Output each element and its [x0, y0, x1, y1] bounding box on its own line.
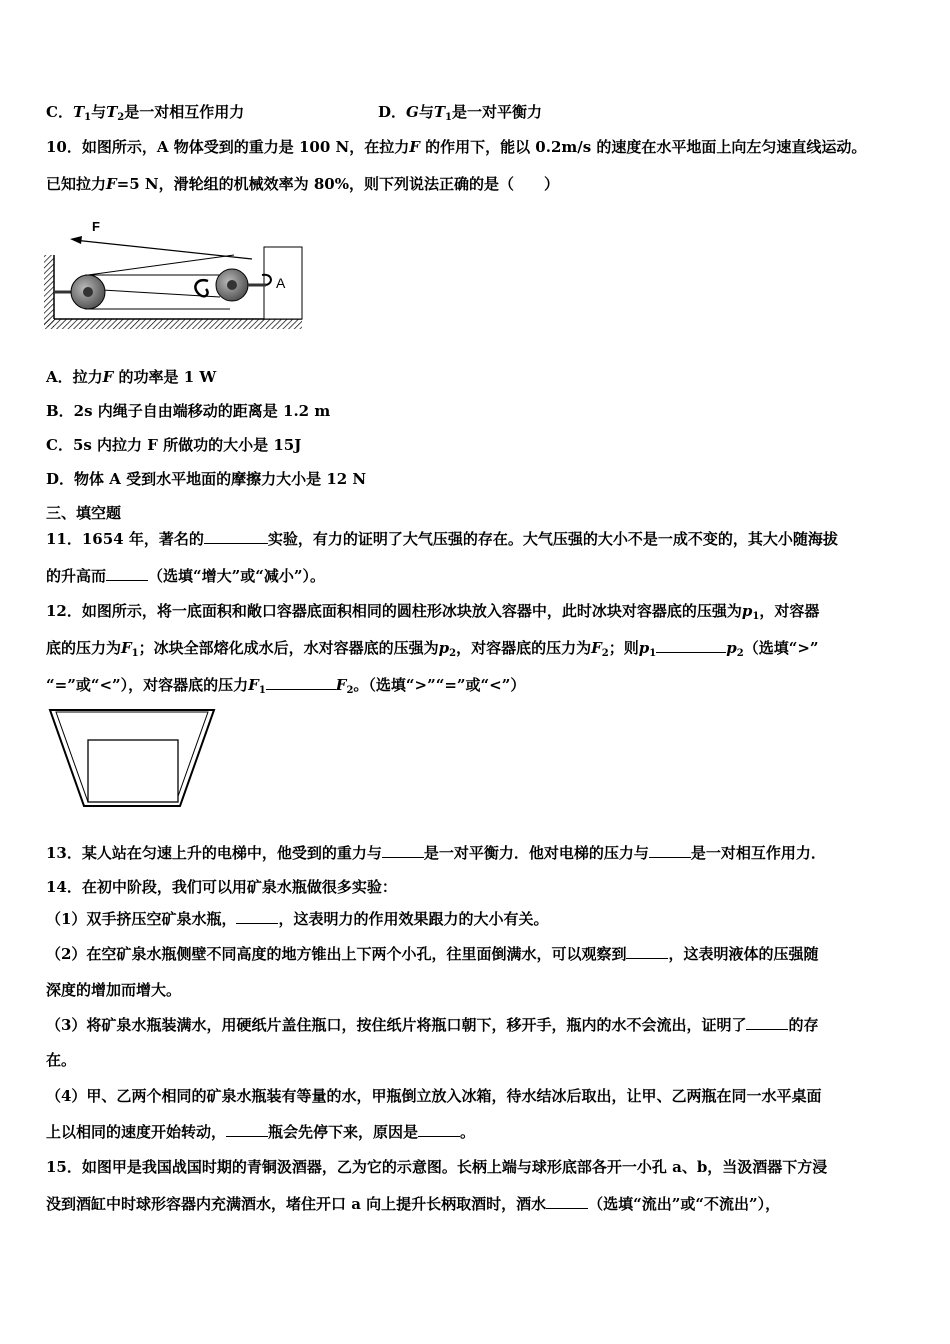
q14-part3-line1: （3）将矿泉水瓶装满水，用硬纸片盖住瓶口，按住纸片将瓶口朝下，移开手，瓶内的水不会流出，证明了 的存 — [46, 1016, 819, 1034]
q15-line1: 15．如图甲是我国战国时期的青铜汲酒器，乙为它的示意图。长柄上端与球形底部各开一小孔 a、b，当汲酒器下方浸 — [46, 1158, 828, 1176]
q12-line1: 12．如图所示，将一底面积和敞口容器底面积相同的圆柱形冰块放入容器中，此时冰块对容器底的压强为$p_1$，对容器 — [46, 602, 820, 622]
floor — [44, 319, 302, 329]
q12-line2: 底的压力为$F_1$；冰块全部熔化成水后，水对容器底的压强为$p_2$，对容器底的压力为$F_2$；则$p_1$ $p_2$（选填“>” — [46, 639, 819, 659]
q9-option-c: C．$T_1$与$T_2$是一对相互作用力 — [46, 103, 245, 123]
q14-stem: 14．在初中阶段，我们可以用矿泉水瓶做很多实验： — [46, 878, 397, 896]
q9-option-d: D．G与$T_1$是一对平衡力 — [378, 103, 542, 123]
blank[interactable] — [649, 843, 691, 858]
q10-option-b: B．2s 内绳子自由端移动的距离是 1.2 m — [46, 402, 331, 420]
section-title-fill-blank: 三、填空题 — [46, 504, 122, 522]
q10-option-a: A．拉力F 的功率是 1 W — [46, 368, 217, 386]
blank[interactable] — [546, 1194, 588, 1209]
blank[interactable] — [656, 638, 726, 653]
q14-part2-line2: 深度的增加而增大。 — [46, 981, 182, 999]
label-f: F — [92, 219, 100, 234]
q14-part4-line1: （4）甲、乙两个相同的矿泉水瓶装有等量的水，甲瓶倒立放入冰箱，待水结冰后取出，让甲、乙两瓶在同一水平桌面 — [46, 1087, 822, 1105]
blank[interactable] — [746, 1015, 788, 1030]
q11-line1: 11．1654 年，著名的 实验，有力的证明了大气压强的存在。大气压强的大小不是一成不变的，其大小随海拔 — [46, 530, 838, 548]
force-arrow — [74, 240, 252, 259]
q10-pulley-figure — [40, 215, 310, 335]
q14-part2-line1: （2）在空矿泉水瓶侧壁不同高度的地方锥出上下两个小孔，往里面倒满水，可以观察到 ，这表明液体的压强随 — [46, 945, 819, 963]
blank[interactable] — [106, 566, 148, 581]
q12-line3: “=”或“<”），对容器底的压力$F_1$ $F_2$。（选填“>”“=”或“<”） — [46, 676, 526, 696]
blank[interactable] — [204, 529, 268, 544]
blank[interactable] — [236, 909, 278, 924]
blank[interactable] — [226, 1122, 268, 1137]
q14-part4-line2: 上以相同的速度开始转动， 瓶会先停下来，原因是 。 — [46, 1123, 476, 1141]
blank[interactable] — [418, 1122, 460, 1137]
q14-part1: （1）双手挤压空矿泉水瓶， ，这表明力的作用效果跟力的大小有关。 — [46, 910, 549, 928]
q10-stem-line1: 10．如图所示，A 物体受到的重力是 100 N，在拉力F 的作用下，能以 0.2m/s 的速度在水平地面上向左匀速直线运动。 — [46, 138, 867, 156]
q12-container-figure — [46, 706, 218, 810]
q15-line2: 没到酒缸中时球形容器内充满酒水，堵住开口 a 向上提升长柄取酒时，酒水 （选填“流出”或“不流出”）， — [46, 1195, 781, 1213]
label-a: A — [276, 275, 286, 291]
ice-block — [88, 740, 178, 802]
q10-option-d: D．物体 A 受到水平地面的摩擦力大小是 12 N — [46, 470, 367, 488]
blank[interactable] — [382, 843, 424, 858]
q13: 13．某人站在匀速上升的电梯中，他受到的重力与 是一对平衡力．他对电梯的压力与 是一对相互作用力． — [46, 844, 826, 862]
hook — [195, 280, 208, 296]
blank[interactable] — [266, 675, 336, 690]
blank[interactable] — [626, 944, 668, 959]
q10-stem-line2: 已知拉力F=5 N，滑轮组的机械效率为 80%，则下列说法正确的是（ ） — [46, 175, 559, 193]
q11-line2: 的升高而 （选填“增大”或“减小”）。 — [46, 567, 326, 585]
wall — [44, 255, 54, 327]
q14-part3-line2: 在。 — [46, 1051, 77, 1069]
q10-option-c: C．5s 内拉力 F 所做功的大小是 15J — [46, 436, 302, 454]
